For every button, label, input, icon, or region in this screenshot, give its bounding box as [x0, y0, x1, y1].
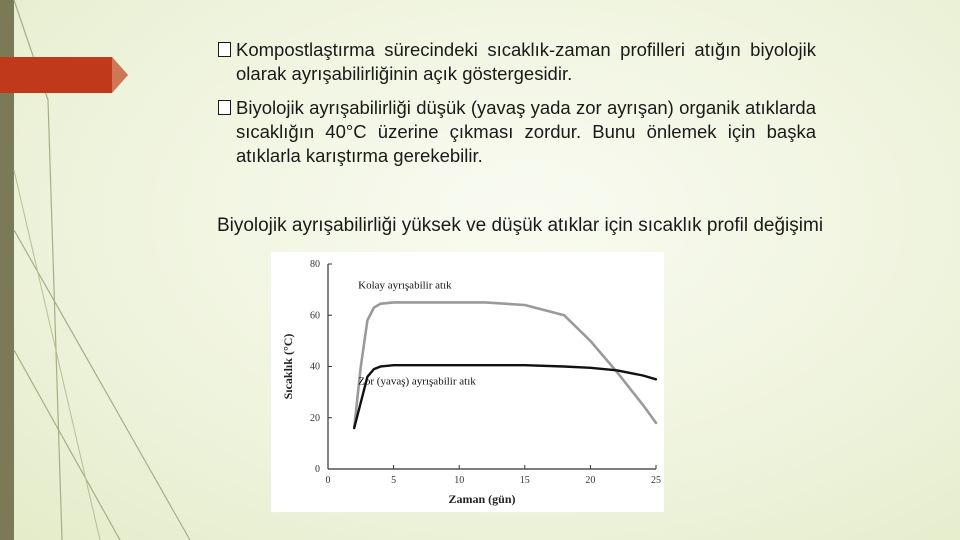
x-tick-label: 20: [585, 475, 596, 486]
series-label-1: Kolay ayrışabilir atık: [358, 279, 452, 292]
y-tick-label: 80: [310, 259, 320, 270]
x-tick-label: 15: [519, 475, 530, 486]
bullet-item: [218, 96, 816, 168]
series-label-2: Zor (yavaş) ayrışabilir atık: [358, 375, 476, 388]
y-tick-label: 40: [310, 361, 320, 373]
temperature-time-chart: [271, 252, 664, 512]
bullet-list: [218, 38, 816, 178]
figure-caption: Biyolojik ayrışabilirliği yüksek ve düşük atıklar için sıcaklık profil değişimi: [216, 215, 824, 236]
bullet-text: Kompostlaştırma sürecindeki sıcaklık-zaman profilleri atığın biyolojik olarak ayrışabilirliğinin açık göstergesidir.: [236, 39, 816, 84]
x-tick-label: 10: [454, 475, 465, 486]
chart-image: [271, 252, 664, 512]
box-glyph-icon: [218, 100, 231, 115]
x-tick-label: 25: [651, 475, 661, 486]
bullet-item: [218, 38, 816, 86]
y-tick-label: 60: [310, 310, 320, 322]
y-axis-title: Sıcaklık (°C): [281, 333, 295, 400]
box-glyph-icon: [218, 42, 231, 57]
red-arrow-shape: [0, 57, 130, 97]
y-tick-label: 20: [310, 412, 320, 424]
bullet-text: Biyolojik ayrışabilirliği düşük (yavaş yada zor ayrışan) organik atıklarda sıcaklığın 40°C üzerine çıkması zordur. Bunu önlemek için başka atıklarla karıştırma gerekebilir.: [236, 97, 816, 166]
x-tick-label: 0: [325, 475, 331, 486]
y-tick-label: 0: [315, 464, 320, 475]
x-tick-label: 5: [391, 475, 397, 486]
x-axis-title: Zaman (gün): [448, 492, 516, 506]
